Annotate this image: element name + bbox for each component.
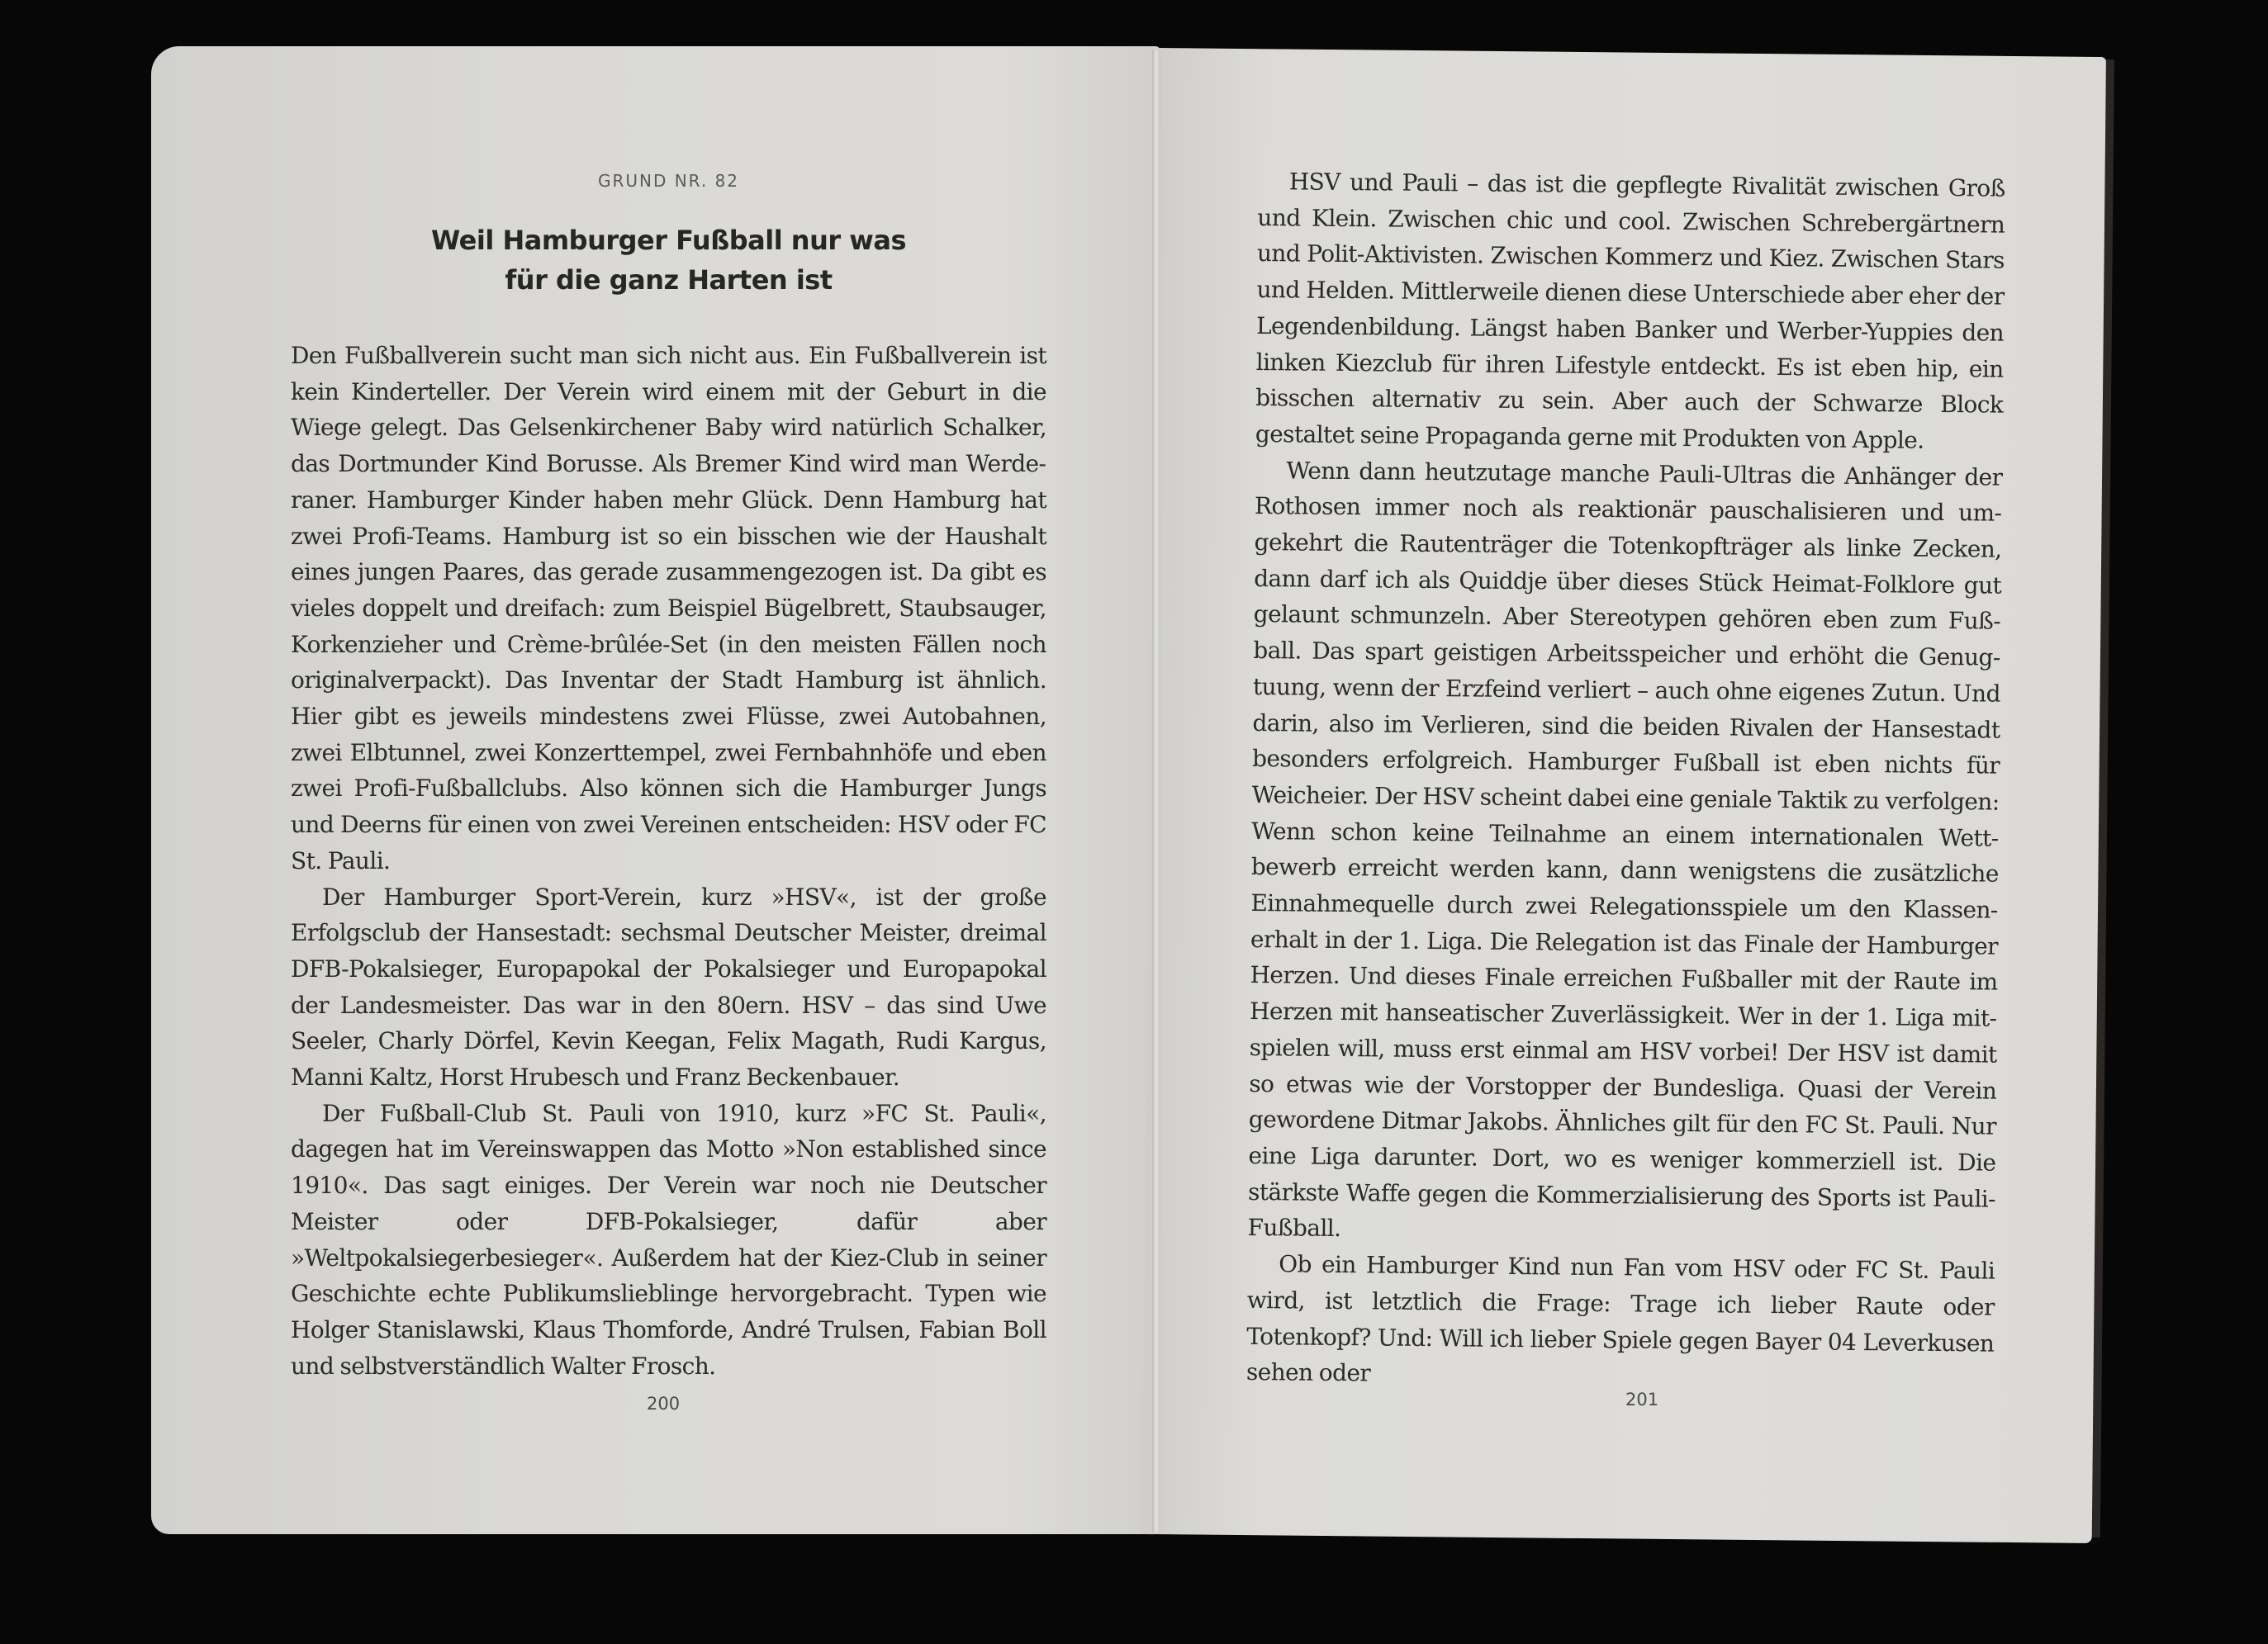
right-paragraph-2: Wenn dann heutzutage manche Pauli-Ultras die Anhänger der Rothosen immer noch als reaktionär pauschalisieren und umgekehrt die Rautenträger die Totenkopfträger als linke Zecken, dann darf ich als Quiddje über dieses Stück Heimat-Folklore gut gelaunt schmunzeln. Aber Stereotypen gehören eben zum Fußball. Das spart geistigen Arbeitsspeicher und erhöht die Genugtuung, wenn der Erzfeind verliert – auch ohne eigenes Zutun. Und darin, also im Verlieren, sind die beiden Rivalen der Hansestadt besonders erfolgreich. Hamburger Fußball ist eben nichts für Weicheier. Der HSV scheint dabei eine geniale Taktik zu verfolgen: Wenn schon keine Teilnahme an einem internationalen Wettbewerb erreicht werden kann, dann wenigstens die zusätzliche Einnahmequelle durch zwei Relegationsspiele um den Klassenerhalt in der 1. Liga. Die Relegation ist das Finale der Hamburger Herzen. Und dieses Finale erreichen Fußballer mit der Raute im Herzen mit hanseatischer Zuverlässigkeit. Wer in der 1. Liga mitspielen will, muss erst einmal am HSV vorbei! Der HSV ist damit so etwas wie der Vorstopper der Bundesliga. Quasi der Verein gewordene Ditmar Jakobs. Ähnliches gilt für den FC St. Pauli. Nur eine Liga darunter. Dort, wo es weniger kommerziell ist. Die stärkste Waffe gegen die Kommerzialisierung des Sports ist Pauli-Fußball. (1247, 456, 2003, 1243)
chapter-title-line-2: für die ganz Harten ist (505, 264, 833, 296)
right-paragraph-1: HSV und Pauli – das ist die gepflegte Rivalität zwischen Groß und Klein. Zwischen chic und cool. Zwischen Schrebergärtnern und Polit-Aktivisten. Zwischen Kommerz und Kiez. Zwischen Stars und Helden. Mittlerweile dienen diese Unterschiede aber eher der Legendenbildung. Längst haben Banker und Werber-Yuppies den linken Kiezclub für ihren Lifestyle entdeckt. Es ist eben hip, ein bisschen alternativ zu sein. Aber auch der Schwarze Block gestaltet seine Propaganda gerne mit Produkten von Apple. (1255, 168, 2005, 454)
page-number-right: 201 (1625, 1390, 1659, 1409)
left-paragraph-2: Der Hamburger Sport-Verein, kurz »HSV«, ist der große Erfolgsclub der Hansestadt: sechsmal Deutscher Meister, dreimal DFB-Pokalsieger, Europapokal der Pokalsieger und Europapokal der Landesmeister. Das war in den 80ern. HSV – das sind Uwe Seeler, Charly Dörfel, Kevin Keegan, Felix Magath, Rudi Kargus, Manni Kaltz, Horst Hrubesch und Franz Beckenbauer. (291, 883, 1046, 1092)
book-gutter (1152, 50, 1160, 1533)
chapter-title (291, 220, 1046, 300)
left-paragraph-3: Der Fußball-Club St. Pauli von 1910, kurz »FC St. Pauli«, dagegen hat im Vereinswappen das Motto »Non established since 1910«. Das sagt einiges. Der Verein war noch nie Deutscher Meister oder DFB-Pokalsieger, dafür aber »Weltpokalsiegerbesieger«. Außerdem hat der Kiez-Club in seiner Geschichte echte Publikumslieblinge hervorgebracht. Typen wie Holger Stanislawski, Klaus Thomforde, André Trulsen, Fabian Boll und selbstverständlich Walter Frosch. (291, 1099, 1046, 1380)
right-page-body (1246, 163, 2005, 1398)
left-page-body (291, 338, 1046, 1384)
left-paragraph-1: Den Fußballverein sucht man sich nicht aus. Ein Fußballverein ist kein Kinderteller. Der Verein wird einem mit der Geburt in die Wiege gelegt. Das Gelsenkirchener Baby wird natürlich Schalker, das Dortmunder Kind Borusse. Als Bremer Kind wird man Werderaner. Hamburger Kinder haben mehr Glück. Denn Hamburg hat zwei Profi-Teams. Hamburg ist so ein bisschen wie der Haushalt eines jungen Paares, das gerade zusammengezogen ist. Da gibt es vieles doppelt und dreifach: zum Beispiel Bügelbrett, Staubsauger, Korkenzieher und Crème-brûlée-Set (in den meisten Fällen noch originalverpackt). Das Inventar der Stadt Hamburg ist ähnlich. Hier gibt es jeweils mindestens zwei Flüsse, zwei Autobahnen, zwei Elbtunnel, zwei Konzerttempel, zwei Fernbahnhöfe und eben zwei Profi-Fußballclubs. Also können sich die Hamburger Jungs und Deerns für einen von zwei Vereinen entscheiden: HSV oder FC St. Pauli. (291, 342, 1046, 874)
chapter-title-line-1: Weil Hamburger Fußball nur was (431, 225, 906, 256)
page-number-left: 200 (647, 1394, 681, 1414)
right-paragraph-3: Ob ein Hamburger Kind nun Fan vom HSV oder FC St. Pauli wird, ist letztlich die Frage: Trage ich lieber Raute oder Totenkopf? Und: Will ich lieber Spiele gegen Bayer 04 Leverkusen sehen oder (1246, 1250, 1995, 1387)
chapter-kicker: GRUND NR. 82 (597, 171, 740, 191)
